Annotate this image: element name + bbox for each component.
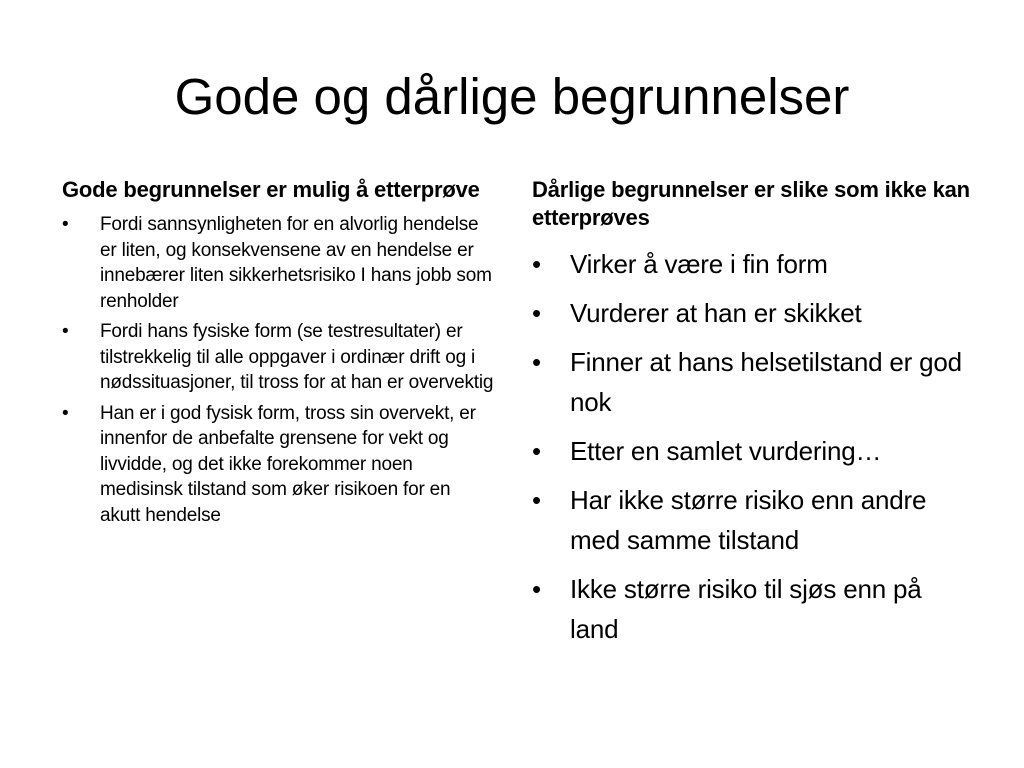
list-item [532,569,972,649]
bullet-text: Fordi sannsynligheten for en alvorlig hendelse er liten, og konsekvensene av en hendelse er innebærer liten sikkerhetsrisiko I hans jobb som renholder [100,214,492,312]
list-item [62,319,494,396]
bullet-text: Vurderer at han er skikket [570,298,862,328]
bullet-icon: • [532,298,541,328]
bullet-icon: • [532,249,541,279]
list-item [62,212,494,314]
right-column-heading: Dårlige begrunnelser er slike som ikke kan etterprøves [532,177,970,230]
left-column [62,176,494,533]
bullet-icon: • [532,485,541,515]
bullet-icon: • [62,402,69,424]
bullet-text: Ikke større risiko til sjøs enn på land [570,574,922,644]
bullet-icon: • [62,321,69,342]
bullet-text: Har ikke større risiko enn andre med samme tilstand [570,485,927,555]
list-item [62,401,494,529]
list-item [532,244,972,284]
left-bullet-list [62,212,494,528]
bullet-icon: • [62,214,69,235]
list-item [532,342,972,422]
bullet-icon: • [532,436,541,466]
slide-title: Gode og dårlige begrunnelser [174,68,850,125]
bullet-text: Virker å være i fin form [570,249,828,279]
bullet-icon: • [532,574,541,604]
bullet-text: Etter en samlet vurdering… [570,436,882,466]
bullet-text: Finner at hans helsetilstand er god nok [570,347,962,417]
bullet-icon: • [532,347,541,377]
bullet-text: Han er i god fysisk form, tross sin overvekt, er innenfor de anbefalte grensene for vekt og livvidde, og det ikke forekommer noen medisinsk tilstand som øker risikoen for en akutt hendelse [100,402,476,526]
bullet-text: Fordi hans fysiske form (se testresultater) er tilstrekkelig til alle oppgaver i ordinær drift og i nødssituasjoner, til tross for at han er overvektig [100,321,494,393]
list-item [532,431,972,471]
left-column-heading: Gode begrunnelser er mulig å etterprøve [62,177,480,202]
list-item [532,293,972,333]
right-bullet-list [532,244,972,649]
right-column [532,176,972,658]
list-item [532,480,972,560]
